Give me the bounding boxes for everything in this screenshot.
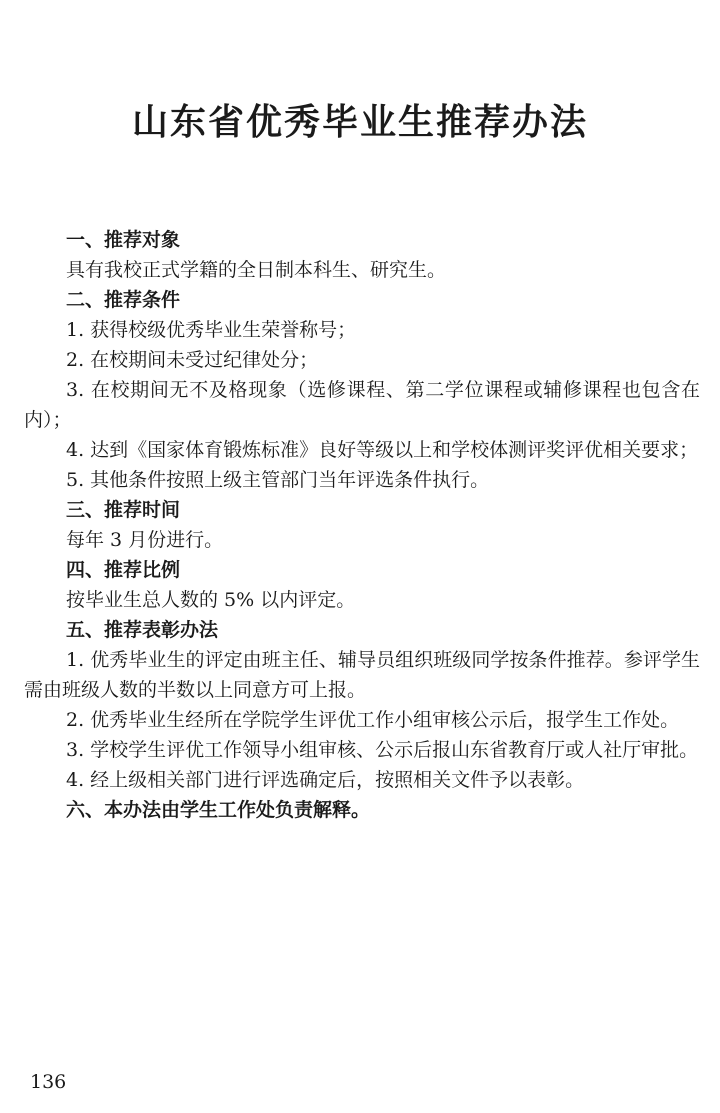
paragraph: 每年 3 月份进行。 bbox=[66, 529, 224, 551]
page-title: 山东省优秀毕业生推荐办法 bbox=[131, 101, 588, 143]
section-heading: 五、推荐表彰办法 bbox=[66, 619, 219, 641]
section-heading: 四、推荐比例 bbox=[66, 559, 181, 581]
paragraph: 4. 经上级相关部门进行评选确定后，按照相关文件予以表彰。 bbox=[66, 769, 585, 791]
document-body bbox=[24, 225, 700, 825]
section-heading: 二、推荐条件 bbox=[66, 289, 181, 311]
paragraph: 2. 在校期间未受过纪律处分； bbox=[66, 349, 319, 371]
section-heading: 三、推荐时间 bbox=[66, 499, 181, 521]
paragraph: 1. 优秀毕业生的评定由班主任、辅导员组织班级同学按条件推荐。参评学生需由班级人数的半数以上同意方可上报。 bbox=[24, 649, 700, 701]
section-heading: 一、推荐对象 bbox=[66, 229, 181, 251]
paragraph: 2. 优秀毕业生经所在学院学生评优工作小组审核公示后，报学生工作处。 bbox=[66, 709, 680, 731]
paragraph: 5. 其他条件按照上级主管部门当年评选条件执行。 bbox=[66, 469, 490, 491]
section-heading: 六、本办法由学生工作处负责解释。 bbox=[66, 799, 371, 821]
page-number: 136 bbox=[30, 1071, 67, 1093]
paragraph: 3. 学校学生评优工作领导小组审核、公示后报山东省教育厅或人社厅审批。 bbox=[66, 739, 699, 761]
paragraph: 具有我校正式学籍的全日制本科生、研究生。 bbox=[66, 259, 447, 281]
paragraph: 按毕业生总人数的 5% 以内评定。 bbox=[66, 589, 356, 611]
paragraph: 1. 获得校级优秀毕业生荣誉称号； bbox=[66, 319, 357, 341]
paragraph: 4. 达到《国家体育锻炼标准》良好等级以上和学校体测评奖评优相关要求； bbox=[66, 439, 699, 461]
paragraph: 3. 在校期间无不及格现象（选修课程、第二学位课程或辅修课程也包含在内）； bbox=[24, 379, 700, 431]
